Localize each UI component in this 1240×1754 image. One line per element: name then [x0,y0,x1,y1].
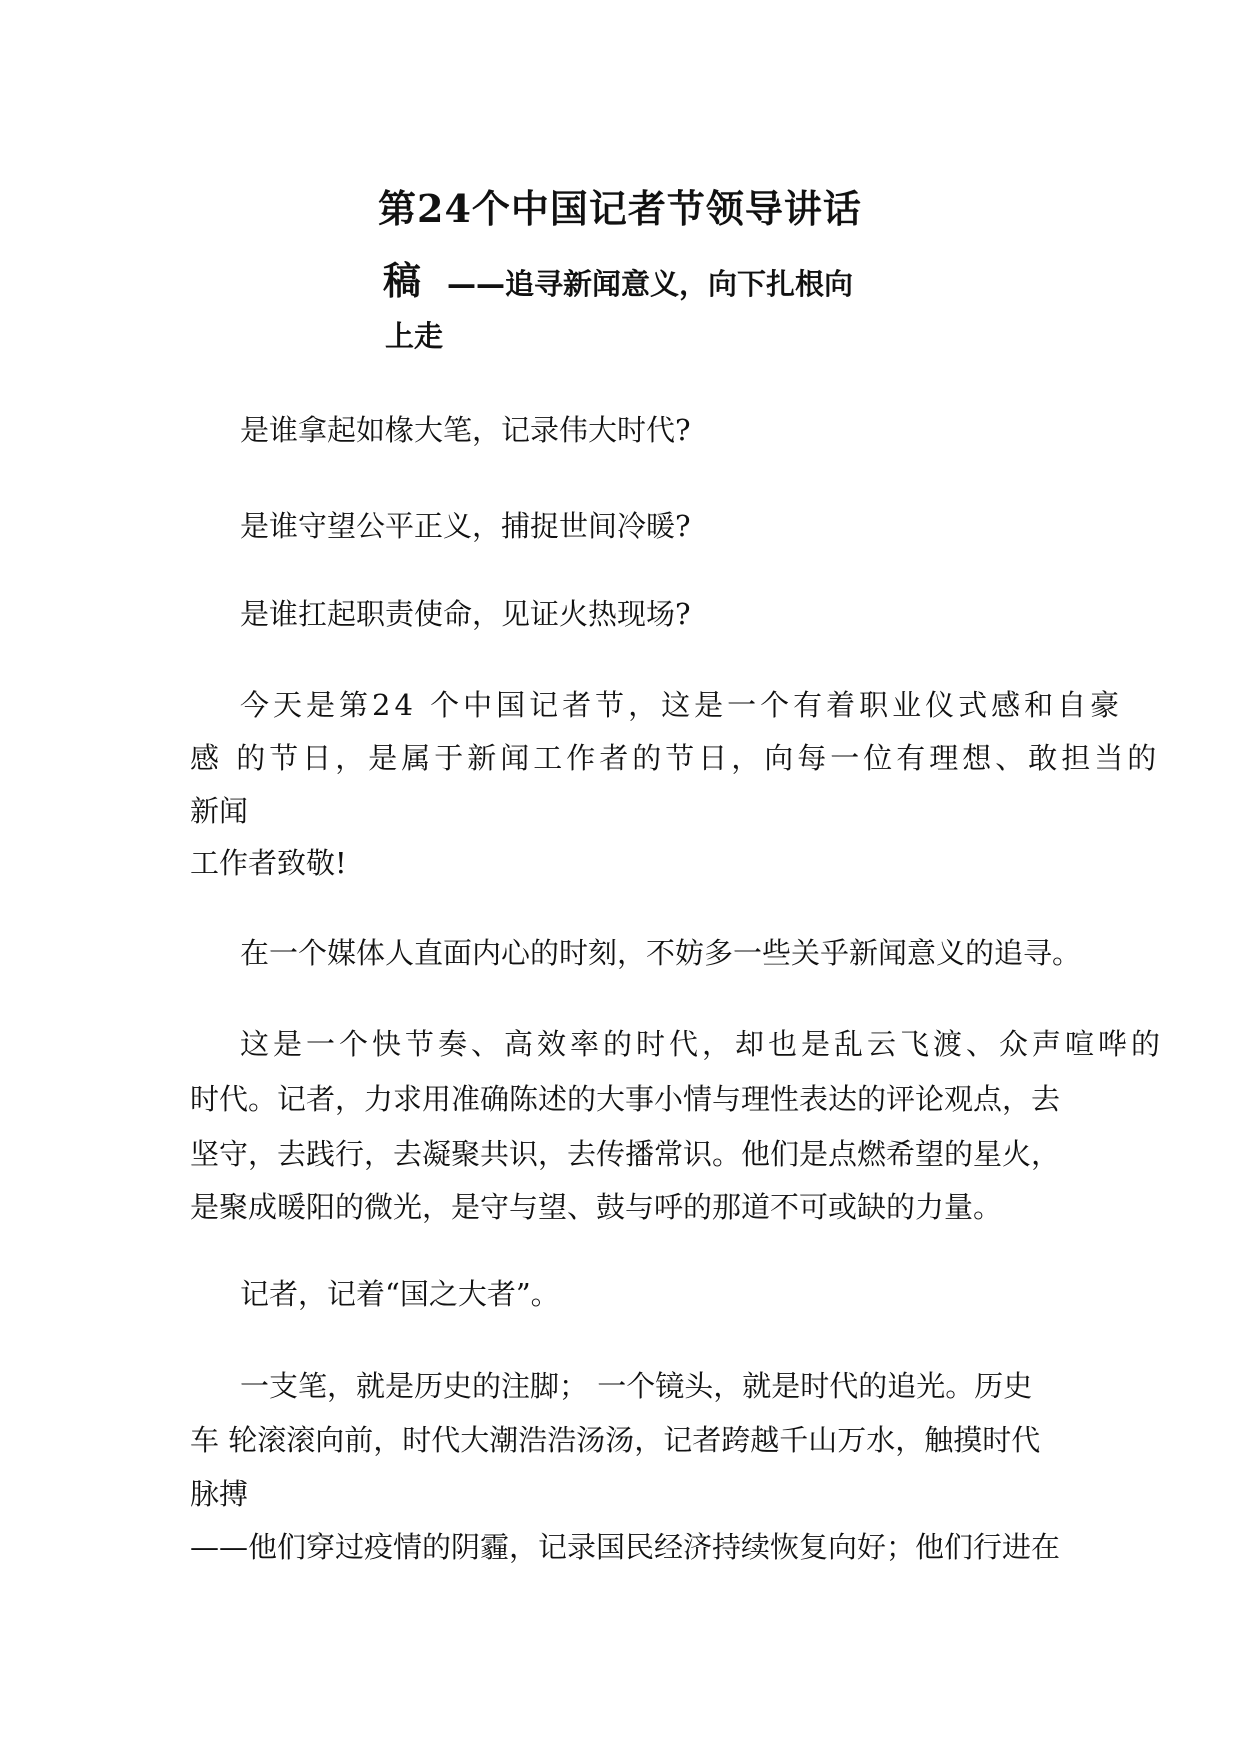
paragraph-line: 新闻 [190,794,249,828]
paragraph-line: 是聚成暖阳的微光，是守与望、鼓与呼的那道不可或缺的力量。 [190,1190,1003,1224]
paragraph-line: 这是一个快节奏、高效率的时代，却也是乱云飞渡、众声喧哗的 [240,1027,1165,1061]
paragraph-line: 今天是第24 个中国记者节，这是一个有着职业仪式感和自豪 [240,688,1124,722]
question-line: 是谁扛起职责使命，见证火热现场? [240,597,691,631]
paragraph-line: 感 的节日，是属于新闻工作者的节日，向每一位有理想、敢担当的 [190,741,1161,775]
paragraph-line: 工作者致敬! [190,846,347,880]
paragraph-line: ——他们穿过疫情的阴霾，记录国民经济持续恢复向好；他们行进在 [190,1530,1061,1564]
paragraph-line: 记者，记着“国之大者”。 [240,1277,560,1311]
document-title-char: 稿 [383,259,422,303]
document-title-line2 [383,250,853,305]
paragraph-line: 坚守，去践行，去凝聚共识，去传播常识。他们是点燃希望的星火， [190,1137,1061,1171]
question-line: 是谁守望公平正义，捕捉世间冷暖? [240,509,691,543]
paragraph-line: 一支笔，就是历史的注脚； 一个镜头，就是时代的追光。历史 [240,1369,1033,1403]
document-title: 第24个中国记者节领导讲话 [378,186,862,231]
document-subtitle-end: 上走 [385,319,444,353]
paragraph-line: 脉搏 [190,1477,249,1511]
paragraph-line: 时代。记者，力求用准确陈述的大事小情与理性表达的评论观点，去 [190,1082,1061,1116]
paragraph-line: 在一个媒体人直面内心的时刻，不妨多一些关乎新闻意义的追寻。 [240,936,1082,970]
paragraph-line: 车 轮滚滚向前，时代大潮浩浩汤汤，记者跨越千山万水，触摸时代 [190,1423,1041,1457]
question-line: 是谁拿起如椽大笔，记录伟大时代? [240,413,691,447]
document-subtitle: ——追寻新闻意义，向下扎根向 [447,267,854,301]
